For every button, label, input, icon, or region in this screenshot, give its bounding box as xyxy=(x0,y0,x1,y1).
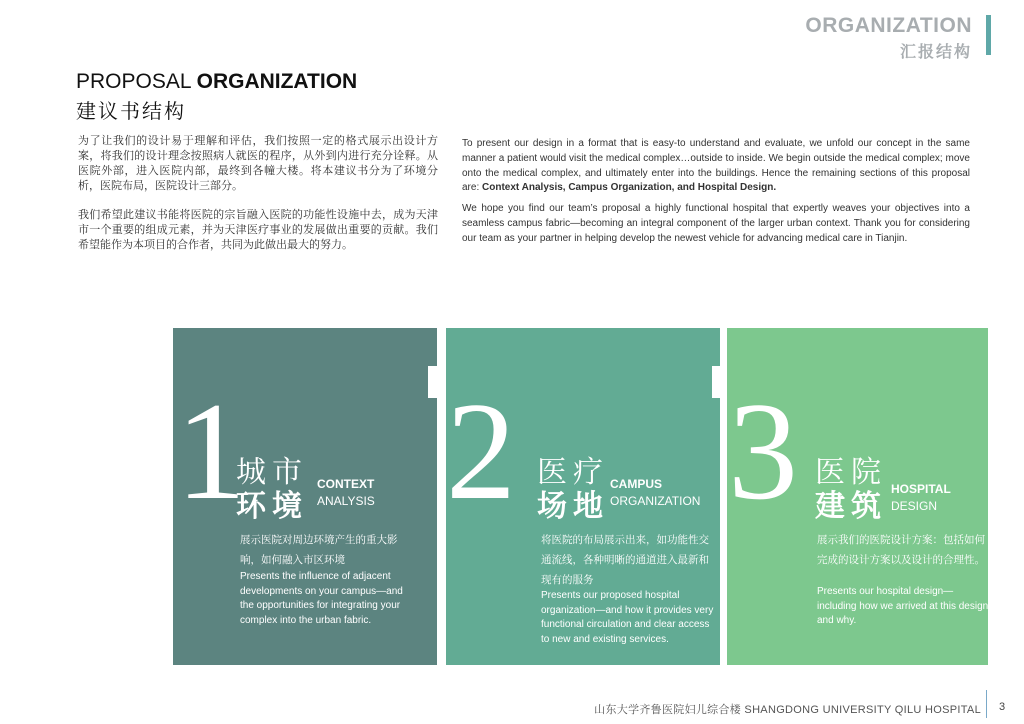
section-title-en-line1: CAMPUS xyxy=(610,477,663,491)
section-title-en xyxy=(610,476,700,510)
page-number: 3 xyxy=(999,701,1006,713)
intro-en-paragraph-1 xyxy=(462,137,970,196)
section-title-en-line1: CONTEXT xyxy=(317,477,375,491)
section-title-en xyxy=(317,476,375,510)
section-title-cn xyxy=(236,456,308,524)
header-title-cn: 汇报结构 xyxy=(899,44,972,61)
section-desc-en: Presents our proposed hospital organization—and how it provides very functional circulation and clear access to new and existing services. xyxy=(541,590,714,645)
section-title-cn-line2: 环境 xyxy=(236,490,308,523)
footer-divider xyxy=(986,690,987,718)
panel-notch xyxy=(712,366,726,398)
section-title-cn-line1: 医疗 xyxy=(537,456,609,489)
section-number: 2 xyxy=(446,374,516,529)
section-title-cn-line2: 场地 xyxy=(537,490,609,523)
section-title-cn xyxy=(537,456,609,524)
section-desc-en: Presents the influence of adjacent developments on your campus—and the opportunities for integrating your complex into the urban fabric. xyxy=(240,571,403,626)
intro-en-p1-bold: Context Analysis, Campus Organization, and Hospital Design. xyxy=(482,182,777,194)
header-accent-bar xyxy=(986,15,991,55)
section-number: 3 xyxy=(728,374,798,529)
intro-en-paragraph-2: We hope you find our team’s proposal a highly functional hospital that expertly weaves your objectives into a seamless campus fabric—becoming an integral component of the larger urban context. Thank you for considering our team as your partner in helping develop the newest vehicle for advancing medical care in Tianjin. xyxy=(462,203,970,244)
title-prefix: PROPOSAL xyxy=(76,70,197,93)
section-title-cn-line1: 城市 xyxy=(236,456,308,489)
section-title-en-line1: HOSPITAL xyxy=(891,482,951,496)
section-title-en-line2: ANALYSIS xyxy=(317,494,375,508)
footer-text: 山东大学齐鲁医院妇儿综合楼 SHANGDONG UNIVERSITY QILU HOSPITAL xyxy=(594,704,981,716)
intro-en-p1-text: To present our design in a format that is easy-to understand and evaluate, we unfold our concept in the same manner a patient would visit the medical complex…outside to inside. We begin outside the medical complex; move onto the medical complex, and ultimately enter into the buildings. Hence the remaining sections of this proposal are: xyxy=(462,138,970,194)
intro-cn-paragraph-1: 为了让我们的设计易于理解和评估，我们按照一定的格式展示出设计方案，将我们的设计理念按照病人就医的程序，从外到内进行充分诠释。从医院外部，进入医院内部，最终到各幢大楼。将本建议书分为了环境分析，医院布局，医院设计三部分。 xyxy=(78,134,438,192)
title-bold: ORGANIZATION xyxy=(196,70,358,93)
page-title-en xyxy=(76,70,357,94)
panel-notch xyxy=(437,328,446,366)
panel-notch xyxy=(720,328,727,366)
page-title-cn: 建议书结构 xyxy=(76,101,186,123)
header-title-en: ORGANIZATION xyxy=(805,14,972,37)
section-title-en xyxy=(891,481,951,515)
section-desc-en: Presents our hospital design—including how we arrived at this design and why. xyxy=(817,586,989,626)
section-title-cn-line1: 医院 xyxy=(815,456,887,489)
section-title-en-line2: DESIGN xyxy=(891,499,938,513)
section-title-en-line2: ORGANIZATION xyxy=(610,494,701,508)
intro-cn-paragraph-2: 我们希望此建议书能将医院的宗旨融入医院的功能性设施中去，成为天津市一个重要的组成元素，并为天津医疗事业的发展做出重要的贡献。我们希望能作为本项目的合作者，共同为此做出最大的努力。 xyxy=(78,208,438,251)
section-desc-cn: 将医院的布局展示出来，如功能性交通流线，各种明晰的通道进入最新和现有的服务 xyxy=(541,534,709,586)
section-desc-cn: 展示我们的医院设计方案：包括如何完成的设计方案以及设计的合理性。 xyxy=(817,534,985,566)
section-title-cn-line2: 建筑 xyxy=(815,490,887,523)
section-number: 1 xyxy=(176,374,246,529)
section-desc-cn: 展示医院对周边环境产生的重大影响，如何融入市区环境 xyxy=(240,534,398,566)
panel-notch xyxy=(428,366,441,398)
section-title-cn xyxy=(815,456,887,524)
